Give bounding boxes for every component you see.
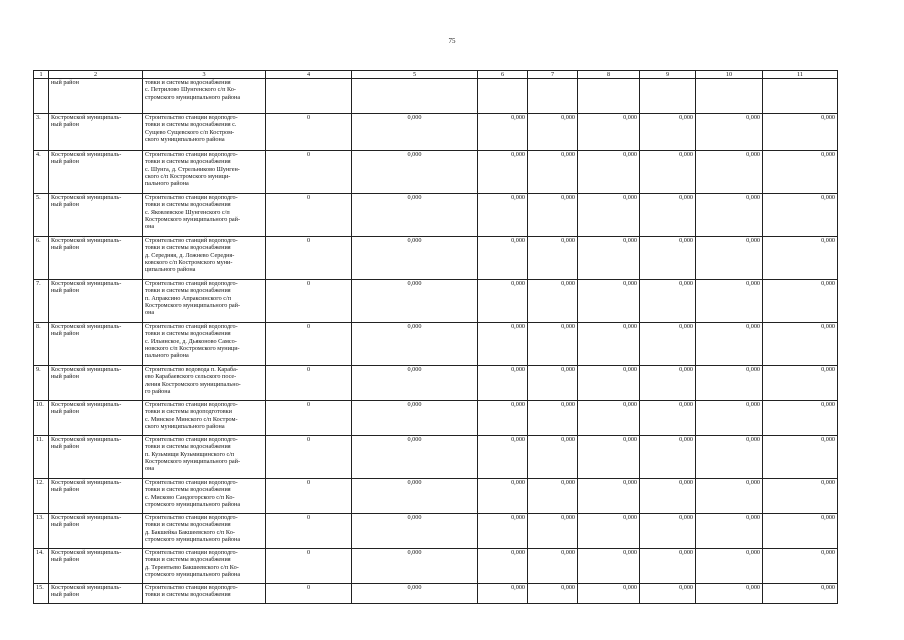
value-cell xyxy=(352,79,478,114)
text-line: товки и системы водоснабжения xyxy=(145,79,231,87)
value-cell-c7: 0,000 xyxy=(528,194,578,237)
table-row xyxy=(34,584,838,604)
text-line: Строительство станций водоподго- xyxy=(145,280,238,288)
value-cell xyxy=(478,79,528,114)
row-number-cell: 8. xyxy=(34,323,49,366)
value-cell xyxy=(640,79,696,114)
text-line: товки и системы водоснабжения xyxy=(145,556,231,564)
value-cell-c5: 0,000 xyxy=(352,584,478,604)
value-cell-c4: 0 xyxy=(266,549,352,584)
value-cell-c4: 0 xyxy=(266,237,352,280)
object-cell xyxy=(143,323,266,366)
value-cell-c7: 0,000 xyxy=(528,151,578,194)
district-cell xyxy=(49,514,143,549)
row-number-cell: 15. xyxy=(34,584,49,604)
table-row xyxy=(34,436,838,479)
text-line: Строительство станции водоподго- xyxy=(145,114,238,122)
value-cell-c5: 0,000 xyxy=(352,366,478,401)
row-number-cell: 4. xyxy=(34,151,49,194)
object-cell xyxy=(143,584,266,604)
value-cell-c7: 0,000 xyxy=(528,323,578,366)
district-cell xyxy=(49,237,143,280)
value-cell-c4: 0 xyxy=(266,323,352,366)
value-cell-c6: 0,000 xyxy=(478,366,528,401)
text-line: ского с/п Костромского муници- xyxy=(145,172,231,180)
value-cell-c8: 0,000 xyxy=(578,584,640,604)
column-number-2: 2 xyxy=(49,71,143,79)
text-line: ковского с/п Костромского муни- xyxy=(145,258,233,266)
text-line: Костромской муниципаль- xyxy=(51,514,122,522)
text-line: Строительство станций водоподго- xyxy=(145,237,238,245)
value-cell-c4: 0 xyxy=(266,114,352,151)
text-line: ный район xyxy=(51,443,79,451)
column-number-6: 6 xyxy=(478,71,528,79)
text-line: д. Середняя, д. Ложнево Середня- xyxy=(145,251,235,259)
value-cell-c10: 0,000 xyxy=(696,584,763,604)
value-cell xyxy=(763,79,838,114)
value-cell-c10: 0,000 xyxy=(696,549,763,584)
text-line: с. Мисково Сандогорского с/п Ко- xyxy=(145,493,235,501)
column-number-1: 1 xyxy=(34,71,49,79)
row-number-cell xyxy=(34,79,49,114)
text-line: товки и системы водоснабжения с. xyxy=(145,121,237,129)
text-line: Строительство станции водоподго- xyxy=(145,584,238,592)
value-cell-c4: 0 xyxy=(266,401,352,436)
row-number-cell: 12. xyxy=(34,479,49,514)
text-line: Строительство станции водоподго- xyxy=(145,436,238,444)
value-cell-c11: 0,000 xyxy=(763,584,838,604)
value-cell-c10: 0,000 xyxy=(696,194,763,237)
text-line: Строительство станции водоподго- xyxy=(145,401,238,409)
text-line: Костромской муниципаль- xyxy=(51,479,122,487)
value-cell-c4: 0 xyxy=(266,280,352,323)
value-cell-c10: 0,000 xyxy=(696,280,763,323)
text-line: Костромского муниципального рай- xyxy=(145,301,241,309)
value-cell-c4: 0 xyxy=(266,366,352,401)
value-cell-c10: 0,000 xyxy=(696,237,763,280)
value-cell-c5: 0,000 xyxy=(352,280,478,323)
value-cell-c10: 0,000 xyxy=(696,366,763,401)
text-line: стромского муниципального района xyxy=(145,535,241,543)
object-cell xyxy=(143,514,266,549)
text-line: она xyxy=(145,223,155,231)
value-cell-c9: 0,000 xyxy=(640,514,696,549)
value-cell-c11: 0,000 xyxy=(763,280,838,323)
row-number-cell: 5. xyxy=(34,194,49,237)
text-line: п. Кузьмищи Кузьмищинского с/п xyxy=(145,450,235,458)
text-line: ный район xyxy=(51,373,79,381)
value-cell-c11: 0,000 xyxy=(763,237,838,280)
page-number: 75 xyxy=(448,37,456,45)
value-cell-c5: 0,000 xyxy=(352,151,478,194)
object-cell xyxy=(143,151,266,194)
table-row xyxy=(34,280,838,323)
column-number-4: 4 xyxy=(266,71,352,79)
value-cell-c8: 0,000 xyxy=(578,114,640,151)
text-line: Строительство станции водоподго- xyxy=(145,151,238,159)
text-line: Сущево Сущевского с/п Костром- xyxy=(145,128,235,136)
row-number-cell: 14. xyxy=(34,549,49,584)
district-cell xyxy=(49,79,143,114)
text-line: Костромской муниципаль- xyxy=(51,194,122,202)
value-cell-c6: 0,000 xyxy=(478,436,528,479)
text-line: д. Бакшейка Бакшеевского с/п Ко- xyxy=(145,528,235,536)
district-cell xyxy=(49,194,143,237)
text-line: ный район xyxy=(51,121,79,129)
value-cell-c6: 0,000 xyxy=(478,194,528,237)
value-cell-c11: 0,000 xyxy=(763,366,838,401)
value-cell-c11: 0,000 xyxy=(763,401,838,436)
text-line: товки и системы водоснабжения xyxy=(145,158,231,166)
text-line: товки и системы водоснабжения xyxy=(145,201,231,209)
value-cell-c8: 0,000 xyxy=(578,280,640,323)
text-line: Строительство станции водоподго- xyxy=(145,514,238,522)
value-cell-c7: 0,000 xyxy=(528,436,578,479)
object-cell xyxy=(143,237,266,280)
value-cell-c8: 0,000 xyxy=(578,479,640,514)
value-cell-c6: 0,000 xyxy=(478,323,528,366)
value-cell-c6: 0,000 xyxy=(478,280,528,323)
value-cell-c5: 0,000 xyxy=(352,514,478,549)
table-row xyxy=(34,114,838,151)
value-cell xyxy=(528,79,578,114)
value-cell-c8: 0,000 xyxy=(578,237,640,280)
text-line: ный район xyxy=(51,521,79,529)
text-line: она xyxy=(145,309,155,317)
text-line: с. Шунга, д. Стрельниково Шунген- xyxy=(145,165,240,173)
table-row xyxy=(34,479,838,514)
value-cell-c8: 0,000 xyxy=(578,514,640,549)
value-cell xyxy=(266,79,352,114)
object-cell xyxy=(143,79,266,114)
row-number-cell: 9. xyxy=(34,366,49,401)
value-cell-c7: 0,000 xyxy=(528,549,578,584)
row-number-cell: 11. xyxy=(34,436,49,479)
text-line: Костромской муниципаль- xyxy=(51,114,122,122)
row-number-cell: 7. xyxy=(34,280,49,323)
text-line: ского муниципального района xyxy=(145,422,225,430)
text-line: стромского муниципального района xyxy=(145,93,241,101)
table-row xyxy=(34,401,838,436)
value-cell-c9: 0,000 xyxy=(640,151,696,194)
row-number-cell: 6. xyxy=(34,237,49,280)
value-cell-c10: 0,000 xyxy=(696,514,763,549)
value-cell-c9: 0,000 xyxy=(640,401,696,436)
value-cell-c5: 0,000 xyxy=(352,401,478,436)
table-row xyxy=(34,323,838,366)
value-cell-c6: 0,000 xyxy=(478,237,528,280)
value-cell-c9: 0,000 xyxy=(640,584,696,604)
district-cell xyxy=(49,436,143,479)
text-line: Строительство водовода п. Караба- xyxy=(145,366,238,374)
text-line: новского с/п Костромского муници- xyxy=(145,344,240,352)
value-cell-c7: 0,000 xyxy=(528,514,578,549)
text-line: ципального района xyxy=(145,266,196,274)
value-cell-c4: 0 xyxy=(266,151,352,194)
column-number-8: 8 xyxy=(578,71,640,79)
district-cell xyxy=(49,151,143,194)
value-cell-c7: 0,000 xyxy=(528,401,578,436)
text-line: Костромской муниципаль- xyxy=(51,366,122,374)
text-line: го района xyxy=(145,387,171,395)
text-line: ный район xyxy=(51,287,79,295)
text-line: Костромского муниципального рай- xyxy=(145,457,241,465)
data-table xyxy=(33,70,838,604)
value-cell-c11: 0,000 xyxy=(763,436,838,479)
column-number-9: 9 xyxy=(640,71,696,79)
value-cell-c9: 0,000 xyxy=(640,237,696,280)
text-line: стромского муниципального района xyxy=(145,500,241,508)
text-line: ный район xyxy=(51,408,79,416)
value-cell xyxy=(578,79,640,114)
text-line: Костромской муниципаль- xyxy=(51,237,122,245)
text-line: Строительство станций водоподго- xyxy=(145,323,238,331)
text-line: пального района xyxy=(145,180,189,188)
value-cell-c11: 0,000 xyxy=(763,114,838,151)
row-number-cell: 10. xyxy=(34,401,49,436)
column-number-row xyxy=(34,71,838,79)
object-cell xyxy=(143,114,266,151)
district-cell xyxy=(49,323,143,366)
value-cell-c4: 0 xyxy=(266,436,352,479)
text-line: п. Апраксино Апраксинского с/п xyxy=(145,294,232,302)
table-row xyxy=(34,194,838,237)
value-cell-c8: 0,000 xyxy=(578,194,640,237)
value-cell-c11: 0,000 xyxy=(763,194,838,237)
value-cell-c9: 0,000 xyxy=(640,479,696,514)
text-line: ный район xyxy=(51,201,79,209)
district-cell xyxy=(49,366,143,401)
district-cell xyxy=(49,549,143,584)
value-cell-c5: 0,000 xyxy=(352,436,478,479)
value-cell-c8: 0,000 xyxy=(578,401,640,436)
text-line: ный район xyxy=(51,330,79,338)
value-cell-c5: 0,000 xyxy=(352,237,478,280)
value-cell-c9: 0,000 xyxy=(640,280,696,323)
table-row xyxy=(34,549,838,584)
object-cell xyxy=(143,194,266,237)
text-line: ный район xyxy=(51,79,79,87)
text-line: ского муниципального района xyxy=(145,135,225,143)
value-cell-c10: 0,000 xyxy=(696,436,763,479)
value-cell-c11: 0,000 xyxy=(763,514,838,549)
value-cell-c8: 0,000 xyxy=(578,436,640,479)
value-cell-c10: 0,000 xyxy=(696,479,763,514)
text-line: товки и системы водоснабжения xyxy=(145,287,231,295)
value-cell-c7: 0,000 xyxy=(528,114,578,151)
text-line: товки и системы водоснабжения xyxy=(145,443,231,451)
value-cell-c5: 0,000 xyxy=(352,194,478,237)
text-line: товки и системы водоснабжения xyxy=(145,486,231,494)
value-cell-c5: 0,000 xyxy=(352,114,478,151)
text-line: ный район xyxy=(51,244,79,252)
value-cell-c10: 0,000 xyxy=(696,401,763,436)
text-line: с. Яковлевское Шунгенского с/п xyxy=(145,208,230,216)
text-line: ный район xyxy=(51,486,79,494)
row-number-cell: 13. xyxy=(34,514,49,549)
text-line: д. Терентьево Бакшеевского с/п Ко- xyxy=(145,563,239,571)
row-number-cell: 3. xyxy=(34,114,49,151)
district-cell xyxy=(49,114,143,151)
value-cell-c9: 0,000 xyxy=(640,114,696,151)
value-cell-c7: 0,000 xyxy=(528,584,578,604)
text-line: с. Петрилово Шунгенского с/п Ко- xyxy=(145,86,236,94)
value-cell-c10: 0,000 xyxy=(696,114,763,151)
value-cell-c4: 0 xyxy=(266,514,352,549)
column-number-3: 3 xyxy=(143,71,266,79)
text-line: Костромской муниципаль- xyxy=(51,549,122,557)
value-cell-c4: 0 xyxy=(266,194,352,237)
value-cell-c8: 0,000 xyxy=(578,549,640,584)
value-cell-c11: 0,000 xyxy=(763,151,838,194)
value-cell-c7: 0,000 xyxy=(528,366,578,401)
district-cell xyxy=(49,479,143,514)
district-cell xyxy=(49,280,143,323)
text-line: ный район xyxy=(51,158,79,166)
table-row xyxy=(34,151,838,194)
text-line: она xyxy=(145,465,155,473)
value-cell-c6: 0,000 xyxy=(478,401,528,436)
value-cell-c11: 0,000 xyxy=(763,549,838,584)
object-cell xyxy=(143,280,266,323)
value-cell-c9: 0,000 xyxy=(640,323,696,366)
value-cell-c7: 0,000 xyxy=(528,479,578,514)
text-line: товки и системы водоподготовки xyxy=(145,408,232,416)
object-cell xyxy=(143,436,266,479)
table-row xyxy=(34,514,838,549)
value-cell-c11: 0,000 xyxy=(763,479,838,514)
table-row xyxy=(34,237,838,280)
value-cell-c8: 0,000 xyxy=(578,323,640,366)
text-line: Костромской муниципаль- xyxy=(51,280,122,288)
text-line: Костромской муниципаль- xyxy=(51,323,122,331)
value-cell-c7: 0,000 xyxy=(528,237,578,280)
text-line: Костромской муниципаль- xyxy=(51,151,122,159)
text-line: пального района xyxy=(145,352,189,360)
column-number-11: 11 xyxy=(763,71,838,79)
text-line: Костромского муниципального рай- xyxy=(145,215,241,223)
value-cell-c5: 0,000 xyxy=(352,323,478,366)
value-cell-c9: 0,000 xyxy=(640,549,696,584)
value-cell-c5: 0,000 xyxy=(352,479,478,514)
value-cell-c10: 0,000 xyxy=(696,151,763,194)
value-cell-c11: 0,000 xyxy=(763,323,838,366)
table-row-continued xyxy=(34,79,838,114)
value-cell-c6: 0,000 xyxy=(478,514,528,549)
text-line: Костромской муниципаль- xyxy=(51,401,122,409)
text-line: Костромской муниципаль- xyxy=(51,584,122,592)
object-cell xyxy=(143,401,266,436)
value-cell-c8: 0,000 xyxy=(578,151,640,194)
value-cell-c6: 0,000 xyxy=(478,479,528,514)
object-cell xyxy=(143,366,266,401)
value-cell xyxy=(696,79,763,114)
text-line: товки и системы водоснабжения xyxy=(145,591,231,599)
value-cell-c7: 0,000 xyxy=(528,280,578,323)
text-line: Строительство станции водоподго- xyxy=(145,194,238,202)
text-line: с. Минское Минского с/п Костром- xyxy=(145,415,238,423)
text-line: Строительство станции водоподго- xyxy=(145,549,238,557)
value-cell-c6: 0,000 xyxy=(478,151,528,194)
text-line: ево Карабаевского сельского посе- xyxy=(145,373,237,381)
text-line: товки и системы водоснабжения xyxy=(145,521,231,529)
column-number-5: 5 xyxy=(352,71,478,79)
district-cell xyxy=(49,401,143,436)
value-cell-c6: 0,000 xyxy=(478,584,528,604)
text-line: ный район xyxy=(51,591,79,599)
value-cell-c6: 0,000 xyxy=(478,114,528,151)
value-cell-c10: 0,000 xyxy=(696,323,763,366)
column-number-7: 7 xyxy=(528,71,578,79)
value-cell-c4: 0 xyxy=(266,584,352,604)
value-cell-c9: 0,000 xyxy=(640,366,696,401)
value-cell-c6: 0,000 xyxy=(478,549,528,584)
text-line: ный район xyxy=(51,556,79,564)
value-cell-c9: 0,000 xyxy=(640,436,696,479)
table-row xyxy=(34,366,838,401)
text-line: Костромской муниципаль- xyxy=(51,436,122,444)
text-line: с. Ильинское, д. Дьяконово Самсо- xyxy=(145,337,237,345)
text-line: Строительство станции водоподго- xyxy=(145,479,238,487)
value-cell-c5: 0,000 xyxy=(352,549,478,584)
value-cell-c9: 0,000 xyxy=(640,194,696,237)
text-line: стромского муниципального района xyxy=(145,570,241,578)
district-cell xyxy=(49,584,143,604)
column-number-10: 10 xyxy=(696,71,763,79)
object-cell xyxy=(143,479,266,514)
text-line: товки и системы водоснабжения xyxy=(145,244,231,252)
value-cell-c8: 0,000 xyxy=(578,366,640,401)
text-line: товки и системы водоснабжения xyxy=(145,330,231,338)
value-cell-c4: 0 xyxy=(266,479,352,514)
object-cell xyxy=(143,549,266,584)
text-line: ления Костромского муниципально- xyxy=(145,380,241,388)
